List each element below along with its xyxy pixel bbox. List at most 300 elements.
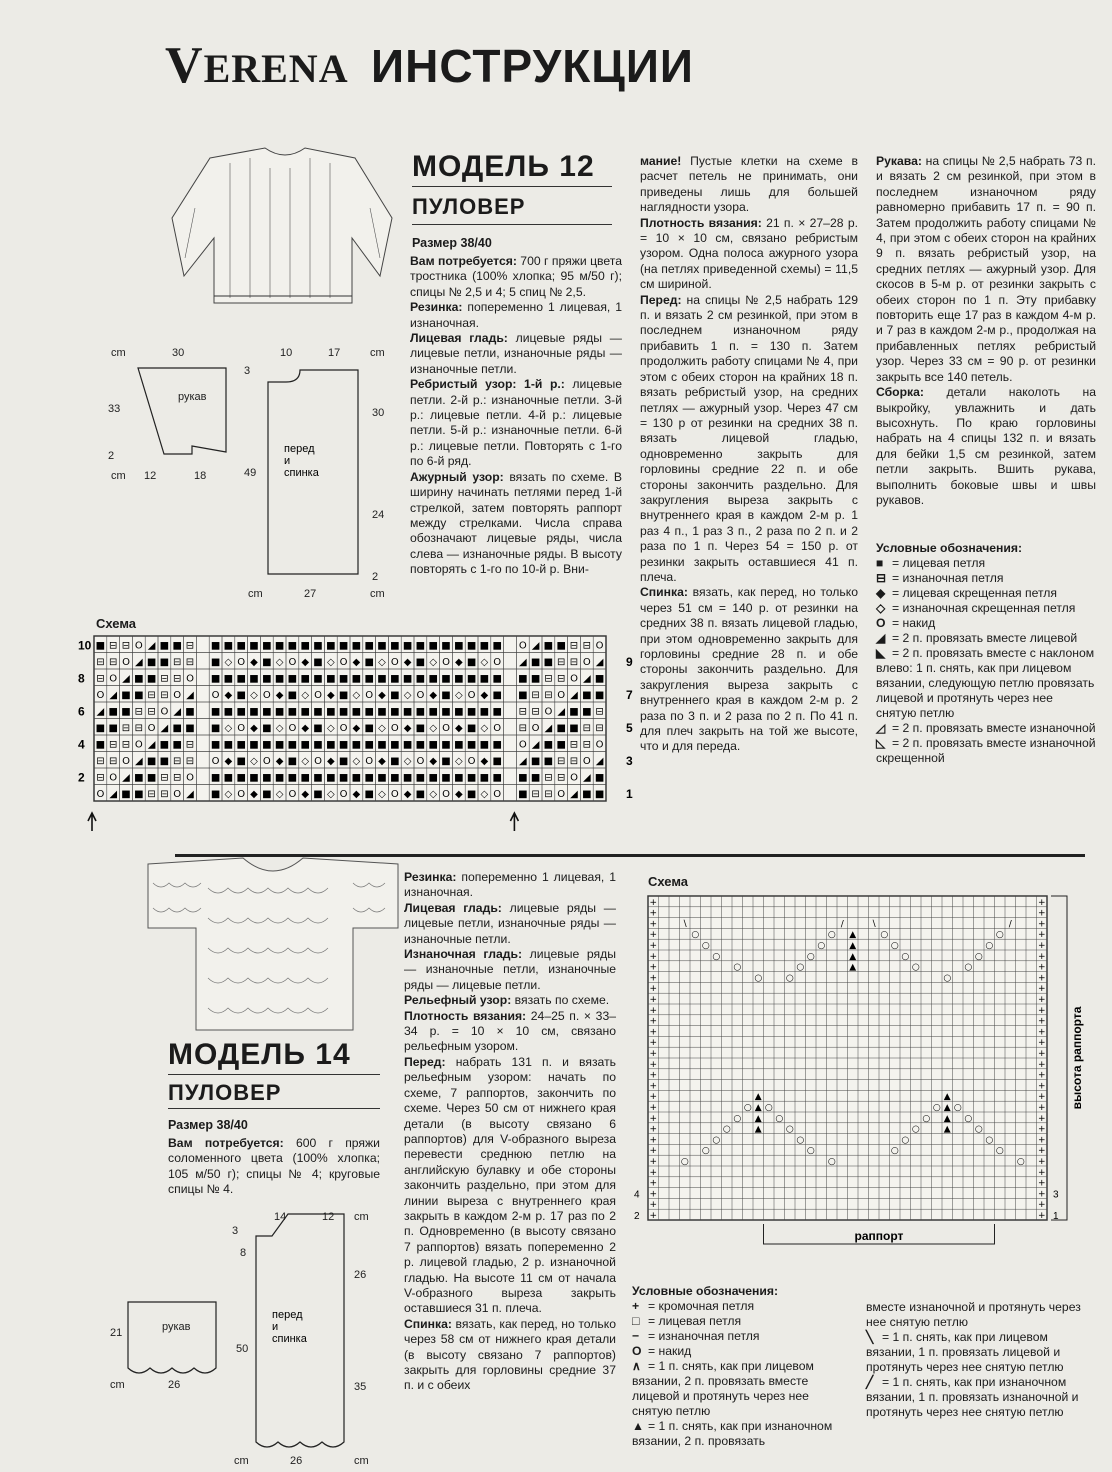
chart-symbol: ○ xyxy=(712,951,721,962)
chart-symbol: ■ xyxy=(249,640,259,652)
chart-symbol: O xyxy=(134,739,143,751)
legend-text: = изнаночная скрещенная петля xyxy=(892,601,1076,615)
chart-symbol: ∕ xyxy=(1008,919,1012,930)
paragraph-text: 700 г пряжи цвета тростника (100% хлопка; 95 м/50 г); спицы № 2,5 и 4; 5 спиц № 2,5. xyxy=(410,254,622,299)
chart-symbol: ■ xyxy=(492,756,502,767)
divider xyxy=(168,1108,380,1109)
row-number-right: 7 xyxy=(626,688,633,702)
paragraph-heading: Сборка: xyxy=(876,385,924,400)
model14-size: Размер 38/40 xyxy=(168,1118,248,1132)
chart-symbol: ◆ xyxy=(301,723,310,734)
chart-symbol: ■ xyxy=(569,723,579,734)
chart-symbol: ■ xyxy=(556,739,566,751)
chart-symbol: ◆ xyxy=(352,723,361,734)
legend-text: = 2 п. провязать вместе изнаночной xyxy=(892,721,1096,735)
chart-symbol: ■ xyxy=(454,706,464,718)
chart-symbol: ■ xyxy=(326,640,336,652)
chart-symbol: O xyxy=(390,723,399,734)
chart-symbol: ◆ xyxy=(250,723,258,734)
edge-stitch-symbol: + xyxy=(649,984,658,995)
divider xyxy=(412,224,612,225)
chart-symbol: ○ xyxy=(911,1124,920,1135)
chart-symbol: ■ xyxy=(466,772,477,784)
left-height: 50 xyxy=(236,1343,249,1355)
chart-symbol: ◢ xyxy=(531,739,540,751)
chart-symbol: ◢ xyxy=(109,789,118,800)
chart-symbol: ◆ xyxy=(454,789,463,800)
chart-symbol: ■ xyxy=(210,739,221,751)
row-number-left: 6 xyxy=(78,704,85,719)
edge-stitch-symbol: + xyxy=(649,962,658,973)
chart-symbol: O xyxy=(544,706,553,718)
chart-symbol: ○ xyxy=(691,930,700,941)
chart-symbol: ■ xyxy=(300,673,310,685)
chart-symbol: ■ xyxy=(287,690,298,701)
chart-symbol: O xyxy=(109,673,118,685)
chart-symbol: ○ xyxy=(796,1135,805,1146)
paragraph-text: вязать по схеме. В ширину начинать петлями перед 1-й стрелкой, затем повторять раппорт между стрелками. Числа справа обозначают лицевые ряды, числа слева — изнаночные ряды. В высоту повторять с 1-го по 10-й р. Вни- xyxy=(410,469,622,577)
chart-symbol: ◆ xyxy=(480,690,489,701)
chart-symbol: ■ xyxy=(223,772,234,784)
chart-symbol: ◇ xyxy=(224,723,233,734)
chart-symbol: ■ xyxy=(582,690,592,701)
chart-symbol: ■ xyxy=(313,723,323,734)
chart-symbol: ◆ xyxy=(352,789,361,800)
chart-symbol: ■ xyxy=(338,756,349,767)
chart-symbol: ◇ xyxy=(326,657,335,668)
chart-symbol: ■ xyxy=(556,723,566,734)
chart-symbol: ■ xyxy=(262,723,272,734)
chart-symbol: ■ xyxy=(236,640,246,652)
paragraph-heading: Лицевая гладь: xyxy=(410,331,508,346)
edge-stitch-symbol: + xyxy=(1037,897,1046,908)
chart-symbol: ■ xyxy=(390,640,400,652)
chart-symbol: ■ xyxy=(185,723,195,734)
edge-stitch-symbol: + xyxy=(1037,919,1046,930)
chart-symbol: ○ xyxy=(922,1113,931,1124)
edge-stitch-symbol: + xyxy=(649,1113,658,1124)
chart-symbol: O xyxy=(314,756,322,767)
sleeve-height: 21 xyxy=(110,1327,123,1339)
chart-symbol: ■ xyxy=(351,706,362,718)
chart-symbol: ○ xyxy=(995,930,1004,941)
edge-stitch-symbol: + xyxy=(1037,1113,1046,1124)
chart-symbol: ◢ xyxy=(518,657,527,668)
chart-symbol: ○ xyxy=(995,1146,1004,1157)
chart-symbol: ⊟ xyxy=(147,706,156,718)
chart-symbol: ■ xyxy=(210,789,221,800)
chart-symbol: ■ xyxy=(262,772,272,784)
edge-stitch-symbol: + xyxy=(649,1059,658,1070)
chart-symbol: ○ xyxy=(943,973,952,984)
paragraph-heading: Плотность вязания: xyxy=(640,215,762,230)
sleeve-height: 33 xyxy=(108,403,121,415)
chart-symbol: ◢ xyxy=(109,690,118,701)
paragraph-text: на спицы № 2,5 набрать 129 п. и вязать 2 см резинкой, при этом в последнем изнаночном ряду прибавить 1 п. = 130 п. Затем продолжить работу спицами № 4, при этом с обеих сторон на крайних 18 п. вязать ребристый узор, на средних петлях — ажурный узор. Через 47 см = 130 р от резинки на средних 38 п. вязать лицевой гладью, одновременно закрыть для горловины средние 22 п. и обе стороны закончить раздельно. Для закругления выреза закрыть с внутреннего края в каждом 2-м р. 1 раз 4 п., 1 раз 3 п., 2 раза по 2 п. и 2 раза по 1 п. Через 54 = 150 р. от резинки закрыть оставшиеся 41 п. плеча. xyxy=(640,292,858,584)
chart-symbol: ■ xyxy=(146,756,157,767)
chart-symbol: ■ xyxy=(300,739,310,751)
shoulder-width: 17 xyxy=(328,347,341,359)
paragraph xyxy=(410,377,622,469)
row-number-left: 4 xyxy=(78,737,85,752)
model12-illustration xyxy=(170,148,395,318)
paragraph-heading: Перед: xyxy=(404,1054,446,1069)
chart-symbol: ■ xyxy=(530,657,541,668)
chart-symbol: ◆ xyxy=(250,657,258,668)
chart-symbol: ■ xyxy=(466,640,477,652)
chart-symbol: ⊟ xyxy=(96,756,105,767)
chart-symbol: O xyxy=(339,789,348,800)
chart-symbol: ■ xyxy=(594,673,605,685)
chart-symbol: ■ xyxy=(364,739,374,751)
chart-symbol: ⊟ xyxy=(173,772,182,784)
repeat-width-label: раппорт xyxy=(854,1229,904,1243)
chart-symbol: ■ xyxy=(402,640,413,652)
legend-text: = лицевая петля xyxy=(648,1314,742,1328)
chart-symbol: ○ xyxy=(827,930,836,941)
chart-symbol: O xyxy=(173,789,182,800)
chart-symbol: ○ xyxy=(785,973,794,984)
top-b: 12 xyxy=(322,1211,335,1223)
chart-symbol: ■ xyxy=(543,657,554,668)
chart-symbol: ⊟ xyxy=(582,739,591,751)
chart-symbol: ○ xyxy=(764,1103,773,1113)
chart-symbol: ■ xyxy=(236,756,246,767)
paragraph xyxy=(410,254,622,300)
open-diamond-icon: ◇ xyxy=(876,601,886,615)
row-number-left: 2 xyxy=(78,770,85,785)
chart-symbol: O xyxy=(122,657,130,668)
chart-symbol: ■ xyxy=(441,772,451,784)
chart-symbol: ■ xyxy=(262,789,272,800)
section-separator xyxy=(175,854,1085,857)
chart-symbol: ■ xyxy=(210,723,221,734)
chart-symbol: ■ xyxy=(326,739,336,751)
edge-stitch-symbol: + xyxy=(1037,1049,1046,1059)
chart-symbol: ■ xyxy=(313,706,323,718)
cm-label: cm xyxy=(110,1379,125,1391)
chart-symbol: ■ xyxy=(249,706,259,718)
chart-symbol: O xyxy=(147,723,156,734)
chart-symbol: ⊟ xyxy=(160,772,169,784)
chart-symbol: ◆ xyxy=(250,789,258,800)
chart-symbol: ■ xyxy=(236,706,246,718)
chart-symbol: O xyxy=(237,789,246,800)
chart-symbol: ■ xyxy=(95,723,106,734)
sleeve-label: рукав xyxy=(162,1321,191,1333)
chart-symbol: ■ xyxy=(466,723,477,734)
chart-symbol: ■ xyxy=(415,657,426,668)
chart-symbol: ■ xyxy=(441,756,451,767)
chart-symbol: ⊟ xyxy=(96,772,105,784)
edge-stitch-symbol: + xyxy=(1037,1200,1046,1211)
paragraph-text: Пустые клетки на схеме в расчет петель не принимать, они приведены лишь для большей наглядности узора. xyxy=(640,154,858,215)
chart-symbol: ◢ xyxy=(531,640,540,652)
sleeve-width: 30 xyxy=(172,347,185,359)
chart-symbol: ■ xyxy=(479,772,490,784)
chart-symbol: ○ xyxy=(796,962,805,973)
chart-symbol: O xyxy=(211,690,220,701)
chart-symbol: ■ xyxy=(223,739,234,751)
caret-icon: ∧ xyxy=(632,1359,641,1373)
chart-symbol: ■ xyxy=(95,640,106,652)
row-number-left: 4 xyxy=(634,1189,640,1201)
legend-text: = изнаночная петля xyxy=(892,571,1004,585)
edge-stitch-symbol: + xyxy=(1037,951,1046,962)
legend-item xyxy=(632,1329,852,1344)
legend-item xyxy=(876,556,1096,571)
legend-item xyxy=(632,1344,852,1359)
legend-item xyxy=(876,721,1096,736)
edge-stitch-symbol: + xyxy=(1037,1178,1046,1189)
chart-symbol: O xyxy=(595,640,604,652)
paragraph-heading: мание! xyxy=(640,154,682,168)
legend-item xyxy=(632,1359,852,1419)
chart-symbol: O xyxy=(390,657,399,668)
model14-legend-left xyxy=(632,1284,852,1449)
chart-symbol: ⊟ xyxy=(557,673,566,685)
paragraph-heading: Изнаночная гладь: xyxy=(404,947,523,962)
chart-symbol: ■ xyxy=(236,673,246,685)
chart-symbol: ■ xyxy=(402,772,413,784)
chart-symbol: ⊟ xyxy=(569,640,579,652)
chart-symbol: ◢ xyxy=(160,723,169,734)
model14-pattern-diagram xyxy=(104,1206,384,1468)
chart-symbol: ■ xyxy=(594,690,605,701)
row-number-left: 2 xyxy=(634,1211,640,1222)
paragraph-text: 21 п. × 27–28 р. = 10 × 10 см, связано ребристым узором. Одна полоса ажурного узора (на петлях приведенной схемы) = 11,5 см шириной. xyxy=(640,215,858,292)
edge-stitch-symbol: + xyxy=(649,1049,658,1059)
chart-symbol: ◆ xyxy=(403,657,412,668)
chart-symbol: ■ xyxy=(172,739,182,751)
legend-item xyxy=(876,601,1096,616)
chart-symbol: ■ xyxy=(236,690,246,701)
open-triangle-left-icon: ◺ xyxy=(876,736,886,750)
chart-symbol: ◇ xyxy=(352,690,361,701)
chart-symbol: ⊟ xyxy=(544,673,553,685)
chart-symbol: ■ xyxy=(338,772,349,784)
paragraph xyxy=(404,870,616,901)
model14-text-col xyxy=(404,870,616,1394)
edge-stitch-symbol: + xyxy=(649,1178,658,1189)
legend-text: = лицевая петля xyxy=(892,556,986,570)
chart-symbol: ○ xyxy=(806,951,815,962)
legend-text: = кромочная петля xyxy=(648,1299,755,1313)
circle-icon: O xyxy=(632,1344,642,1358)
chart-symbol: O xyxy=(237,723,246,734)
chart-symbol: ■ xyxy=(300,772,310,784)
chart-symbol: ■ xyxy=(300,706,310,718)
chart-symbol: ■ xyxy=(428,640,438,652)
paragraph-text: попеременно 1 лицевая, 1 изнаночная. xyxy=(404,870,616,900)
chart-symbol: ◢ xyxy=(173,706,182,718)
edge-stitch-symbol: + xyxy=(1037,1135,1046,1146)
chart-symbol: ■ xyxy=(441,690,451,701)
chart-symbol: ◇ xyxy=(378,723,386,734)
chart-symbol: O xyxy=(339,657,348,668)
chart-symbol: ▲ xyxy=(754,1092,762,1103)
chart-symbol: ■ xyxy=(223,640,234,652)
chart-symbol: ■ xyxy=(223,673,234,685)
chart-symbol: ■ xyxy=(210,673,221,685)
paragraph xyxy=(410,331,622,377)
chart-symbol: O xyxy=(288,723,297,734)
chart-symbol: ■ xyxy=(402,706,413,718)
chart-symbol: ■ xyxy=(466,673,477,685)
chart-symbol: ■ xyxy=(582,789,592,800)
chart-symbol: ■ xyxy=(249,739,259,751)
chart-symbol: ■ xyxy=(159,640,170,652)
chart-symbol: ◢ xyxy=(134,657,143,668)
chart-symbol: ○ xyxy=(827,1157,836,1167)
chart-symbol: O xyxy=(570,772,578,784)
chart-symbol: ■ xyxy=(338,706,349,718)
chart-symbol: ⊟ xyxy=(173,673,182,685)
legend-item xyxy=(876,586,1096,601)
legend-item xyxy=(876,646,1096,721)
chart-symbol: ■ xyxy=(377,706,387,718)
chart-symbol: ⊟ xyxy=(531,789,540,800)
chart-symbol: ■ xyxy=(210,706,221,718)
chart-symbol: ■ xyxy=(518,673,528,685)
chart-symbol: ○ xyxy=(932,1103,941,1113)
chart-symbol: ■ xyxy=(479,739,490,751)
chart-symbol: ■ xyxy=(351,640,362,652)
paragraph-heading: Лицевая гладь: xyxy=(404,900,502,915)
chart-symbol: O xyxy=(493,657,502,668)
chart-symbol: O xyxy=(186,772,194,784)
chart-symbol: ■ xyxy=(274,640,285,652)
model12-text-col3 xyxy=(876,154,1096,508)
edge-stitch-symbol: + xyxy=(649,908,658,919)
chart-symbol: ■ xyxy=(428,673,438,685)
chart-symbol: O xyxy=(493,723,502,734)
chart-symbol: ■ xyxy=(146,673,157,685)
chart-symbol: ◆ xyxy=(352,657,361,668)
schema-label: Схема xyxy=(96,616,137,631)
chart-symbol: ■ xyxy=(121,789,131,800)
chart-symbol: ■ xyxy=(146,657,157,668)
chart-symbol: O xyxy=(262,690,271,701)
repeat-height-label: высота раппорта xyxy=(1070,1006,1084,1110)
neck-width: 10 xyxy=(280,347,293,359)
paragraph-text: вязать, как перед, но только через 51 см = 140 р. от резинки на средних 38 п. вязать лицевой гладью, при этом одновременно закрыть для горловины средние 28 п. и обе стороны закончить раздельно. Для закругления выреза закрыть с внутреннего края в каждом 2-м р. 2 раза по 3 п. и 2 раза по 2 п. По 41 п. для плеч закрыть на той же высоте, что и для переда. xyxy=(640,585,858,754)
chart-symbol: ■ xyxy=(428,706,438,718)
need-label: Вам потребуется: xyxy=(168,1136,284,1150)
chart-symbol: ◆ xyxy=(454,723,463,734)
chart-symbol: ■ xyxy=(377,640,387,652)
row-number-left: 10 xyxy=(78,638,92,653)
chart-symbol: ■ xyxy=(262,657,272,668)
chart-symbol: O xyxy=(557,789,566,800)
chart-symbol: ■ xyxy=(364,673,374,685)
legend-text: = накид xyxy=(892,616,936,630)
chart-symbol: ○ xyxy=(743,1103,752,1113)
chart-symbol: O xyxy=(288,657,297,668)
chart-symbol: ⊟ xyxy=(557,772,566,784)
chart-symbol: ◇ xyxy=(429,789,438,800)
model12-pattern-diagram xyxy=(108,342,398,604)
legend-item xyxy=(876,571,1096,586)
chart-symbol: ⊟ xyxy=(134,723,143,734)
chart-symbol: ■ xyxy=(479,673,490,685)
chart-symbol: ∖ xyxy=(681,919,688,930)
chart-symbol: ⊟ xyxy=(582,640,591,652)
paragraph-text: 24–25 п. × 33–34 р. = 10 × 10 см, связано рельефным узором. xyxy=(404,1008,616,1054)
paragraph-heading: Вам потребуется: xyxy=(410,254,517,268)
chart-symbol: O xyxy=(467,756,476,767)
paragraph-text: лицевые петли. 2-й р.: изнаночные петли. 3-й р.: лицевые петли. 4-й р.: лицевые петли. 5-й р.: изнаночные петли. 6-й р.: лицевые петли. Повторять с 1-го по 6-й ряд. xyxy=(410,377,622,469)
chart-symbol: ◇ xyxy=(403,756,412,767)
chart-symbol: ■ xyxy=(287,706,298,718)
schema-label: Схема xyxy=(648,874,689,889)
chart-symbol: ■ xyxy=(338,640,349,652)
edge-stitch-symbol: + xyxy=(1037,1005,1046,1016)
chart-symbol: ◢ xyxy=(570,789,578,800)
edge-stitch-symbol: + xyxy=(1037,973,1046,984)
chart-symbol: ■ xyxy=(364,789,374,800)
model14-title: МОДЕЛЬ 14 xyxy=(168,1038,351,1071)
edge-stitch-symbol: + xyxy=(1037,1059,1046,1070)
chart-symbol: ■ xyxy=(313,673,323,685)
chart-symbol: ○ xyxy=(974,1124,983,1135)
chart-symbol: ⊟ xyxy=(121,723,131,734)
row-number-right: 5 xyxy=(626,721,633,735)
chart-symbol: O xyxy=(390,789,399,800)
legend-item xyxy=(876,736,1096,766)
chart-symbol: ■ xyxy=(185,706,195,718)
repeat-arrow-icon xyxy=(88,813,96,831)
chart-symbol: ■ xyxy=(274,673,285,685)
chart-symbol: ■ xyxy=(441,706,451,718)
chart-symbol: ○ xyxy=(722,1124,731,1135)
chart-symbol: ■ xyxy=(351,739,362,751)
edge-stitch-symbol: + xyxy=(1037,1211,1046,1221)
chart-symbol: ■ xyxy=(492,772,502,784)
legend-text: = 1 п. снять, как при изнаночном вязании, 2 п. провязать xyxy=(632,1419,833,1448)
chart-symbol: ◇ xyxy=(378,657,386,668)
paragraph xyxy=(876,385,1096,508)
chart-symbol: ■ xyxy=(518,772,528,784)
chart-symbol: ■ xyxy=(287,673,298,685)
chart-symbol: ▲ xyxy=(849,941,857,951)
edge-stitch-symbol: + xyxy=(1037,1124,1046,1135)
neck-b: 8 xyxy=(240,1247,247,1259)
chart-symbol: ■ xyxy=(454,640,464,652)
chart-symbol: ■ xyxy=(530,756,541,767)
chart-symbol: ◆ xyxy=(429,690,438,701)
chart-symbol: ■ xyxy=(377,772,387,784)
legend-text: = 1 п. снять, как при лицевом вязании, 2 п. провязать вместе лицевой и протянуть через нее снятую петлю xyxy=(632,1359,814,1418)
chart-symbol: ○ xyxy=(785,1124,794,1135)
chart-symbol: ◆ xyxy=(378,756,386,767)
row-number-right: 1 xyxy=(626,787,633,801)
chart-symbol: ■ xyxy=(313,657,323,668)
circle-icon: O xyxy=(876,616,886,630)
paragraph-heading: Ажурный узор: xyxy=(410,469,504,484)
chart-symbol: O xyxy=(314,690,322,701)
edge-stitch-symbol: + xyxy=(649,973,658,984)
body-label-line: и xyxy=(272,1321,279,1333)
body-width: 26 xyxy=(290,1455,303,1467)
chart-symbol: ⊟ xyxy=(109,756,118,767)
chart-symbol: ■ xyxy=(134,690,144,701)
cm-label: cm xyxy=(354,1455,369,1467)
chart-symbol: ■ xyxy=(479,640,490,652)
divider xyxy=(412,186,612,187)
chart-symbol: ○ xyxy=(733,962,742,973)
legend-item xyxy=(866,1300,1086,1330)
